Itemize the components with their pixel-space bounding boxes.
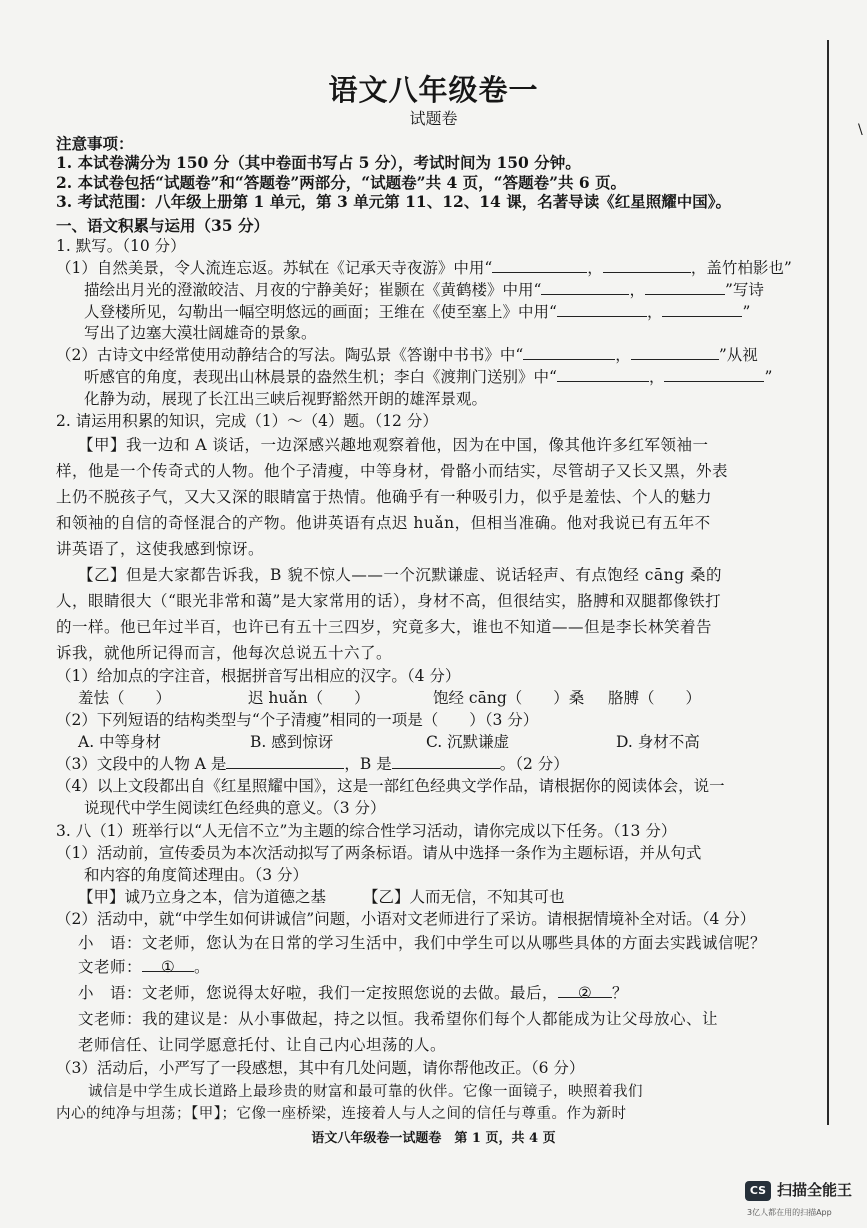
- camscanner-logo: CS: [745, 1181, 771, 1201]
- option-c[interactable]: C. 沉默谦虚: [426, 733, 510, 751]
- passage-yi-line: 人，眼睛很大（“眼光非常和蔼”是大家常用的话），身材不高，但很结实，胳膊和双腿都像铁打: [56, 592, 722, 610]
- fold-line: [827, 40, 829, 1125]
- answer-blank[interactable]: [226, 754, 344, 769]
- page-footer: 语文八年级卷一试题卷 第 1 页，共 4 页: [311, 1131, 556, 1146]
- q1-part2-line: 听感官的角度，表现出山林晨景的盎然生机；李白《渡荆门送别》中“ ， ”: [84, 368, 773, 386]
- q3-task1-line: 和内容的角度简述理由。（3 分）: [84, 866, 309, 884]
- q2-sub1-items: [78, 688, 728, 709]
- camscanner-name: 扫描全能王: [777, 1181, 853, 1199]
- passage-yi-line: 【乙】但是大家都告诉我，B 貌不惊人——一个沉默谦虚、说话轻声、有点饱经 cāng 桑的: [78, 566, 723, 584]
- question-2-stem: 2. 请运用积累的知识，完成（1）～（4）题。（12 分）: [56, 412, 438, 430]
- answer-blank[interactable]: [662, 302, 742, 317]
- option-b[interactable]: B. 感到惊讶: [250, 733, 334, 751]
- q1-part2-line: （2）古诗文中经常使用动静结合的写法。陶弘景《答谢中书书》中“ ， ”从视: [56, 346, 758, 364]
- passage-jia-line: 【甲】我一边和 A 谈话，一边深感兴趣地观察着他，因为在中国，像其他许多红军领袖一: [78, 436, 709, 454]
- passage-yi-line: 诉我，就他所记得而言，他每次总说五十六了。: [56, 644, 393, 662]
- answer-blank[interactable]: [392, 754, 500, 769]
- page-subtitle: 试题卷: [409, 109, 458, 128]
- q1-part1-line: 描绘出月光的澄澈皎洁、月夜的宁静美好；崔颢在《黄鹤楼》中用“ ， ”写诗: [84, 281, 764, 299]
- dialogue-line: 文老师： ① 。: [78, 958, 211, 976]
- q2-sub3: （3）文段中的人物 A 是 ，B 是 。（2 分）: [56, 755, 569, 773]
- answer-blank[interactable]: [631, 345, 719, 360]
- essay-line: 诚信是中学生成长道路上最珍贵的财富和最可靠的伙伴。它像一面镜子，映照着我们: [88, 1084, 643, 1100]
- pinyin-item[interactable]: 饱经 cāng（ ）桑: [433, 689, 585, 707]
- question-1-stem: 1. 默写。（10 分）: [56, 237, 186, 255]
- question-3-stem: 3. 八（1）班举行以“人无信不立”为主题的综合性学习活动，请你完成以下任务。（13 分）: [56, 822, 677, 840]
- essay-line: 内心的纯净与坦荡；【甲】；它像一座桥梁，连接着人与人之间的信任与尊重。作为新时: [56, 1106, 627, 1122]
- q3-task2-line: （2）活动中，就“中学生如何讲诚信”问题，小语对文老师进行了采访。请根据情境补全对话。（4 分）: [56, 910, 756, 928]
- option-a[interactable]: A. 中等身材: [78, 733, 162, 751]
- option-d[interactable]: D. 身材不高: [616, 733, 700, 751]
- q1-part1-line: 人登楼所见，勾勒出一幅空明悠远的画面；王维在《使至塞上》中用“ ， ”: [84, 303, 751, 321]
- pinyin-item[interactable]: 胳膊（ ）: [608, 689, 702, 707]
- dialogue-blank-2[interactable]: ②: [558, 983, 612, 998]
- passage-jia-line: 和领袖的自信的奇怪混合的产物。他讲英语有点迟 huǎn，但相当准确。他对我说已有五年不: [56, 514, 711, 532]
- dialogue-blank-1[interactable]: ①: [142, 957, 194, 972]
- dialogue-line: 小 语：文老师，您说得太好啦，我们一定按照您说的去做。最后， ② ？: [78, 984, 629, 1002]
- section-heading: 一、语文积累与运用（35 分）: [56, 216, 269, 235]
- answer-blank[interactable]: [523, 345, 615, 360]
- q2-sub4-line: 说现代中学生阅读红色经典的意义。（3 分）: [84, 799, 386, 817]
- answer-blank[interactable]: [645, 280, 725, 295]
- pinyin-item[interactable]: 迟 huǎn（ ）: [248, 689, 370, 707]
- answer-blank[interactable]: [541, 280, 629, 295]
- q2-sub2: （2）下列短语的结构类型与“个子清瘦”相同的一项是（ ）（3 分）: [56, 711, 539, 729]
- q3-task1-line: （1）活动前，宣传委员为本次活动拟写了两条标语。请从中选择一条作为主题标语，并从句式: [56, 844, 702, 862]
- edge-mark: \: [858, 122, 863, 138]
- q1-part1-line: 写出了边塞大漠壮阔雄奇的景象。: [84, 324, 317, 342]
- pinyin-item[interactable]: 羞怯（ ）: [78, 689, 172, 707]
- passage-jia-line: 样，他是一个传奇式的人物。他个子清瘦，中等身材，骨骼小而结实，尽管胡子又长又黑，外表: [56, 462, 729, 480]
- slogan-jia[interactable]: 【甲】诚乃立身之本，信为道德之基: [78, 888, 327, 906]
- dialogue-line: 小 语：文老师，您认为在日常的学习生活中，我们中学生可以从哪些具体的方面去实践诚信呢？: [78, 934, 767, 952]
- passage-jia-line: 讲英语了，这使我感到惊讶。: [56, 540, 265, 558]
- page-title: 语文八年级卷一: [328, 73, 539, 107]
- passage-jia-line: 上仍不脱孩子气，又大又深的眼睛富于热情。他确乎有一种吸引力，似乎是羞怯、个人的魅力: [56, 488, 713, 506]
- passage-yi-line: 的一样。他已年过半百，也许已有五十三四岁，究竟多大，谁也不知道——但是李长林笑着告: [56, 618, 713, 636]
- slogan-yi[interactable]: 【乙】人而无信，不知其可也: [363, 888, 565, 906]
- answer-blank[interactable]: [664, 367, 764, 382]
- q3-task3: （3）活动后，小严写了一段感想，其中有几处问题，请你帮他改正。（6 分）: [56, 1059, 585, 1077]
- q2-sub1: （1）给加点的字注音，根据拼音写出相应的汉字。（4 分）: [56, 667, 461, 685]
- answer-blank[interactable]: [557, 302, 647, 317]
- answer-blank[interactable]: [492, 258, 587, 273]
- notice-item: 1. 本试卷满分为 150 分（其中卷面书写占 5 分），考试时间为 150 分钟。: [56, 153, 581, 172]
- answer-blank[interactable]: [557, 367, 649, 382]
- answer-blank[interactable]: [603, 258, 691, 273]
- notice-item: 2. 本试卷包括“试题卷”和“答题卷”两部分，“试题卷”共 4 页，“答题卷”共 6 页。: [56, 173, 627, 192]
- notice-heading: 注意事项：: [56, 134, 134, 153]
- dialogue-line: 文老师：我的建议是：从小事做起，持之以恒。我希望你们每个人都能成为让父母放心、让: [78, 1010, 719, 1028]
- q2-sub4-line: （4）以上文段都出自《红星照耀中国》，这是一部红色经典文学作品，请根据你的阅读体会，说一: [56, 777, 725, 795]
- slogan-row: [78, 887, 565, 908]
- q1-part1-line: （1）自然美景，令人流连忘返。苏轼在《记承天寺夜游》中用“ ， ，盖竹柏影也”: [56, 259, 792, 277]
- dialogue-line: 老师信任、让同学愿意托付、让自己内心坦荡的人。: [78, 1036, 447, 1054]
- q2-sub2-options: [78, 732, 736, 753]
- q1-part2-line: 化静为动，展现了长江出三峡后视野豁然开朗的雄浑景观。: [84, 390, 488, 408]
- camscanner-tagline: 3亿人都在用的扫描App: [747, 1208, 832, 1217]
- notice-item: 3. 考试范围：八年级上册第 1 单元，第 3 单元第 11、12、14 课，名著导读《红星照耀中国》。: [56, 192, 731, 211]
